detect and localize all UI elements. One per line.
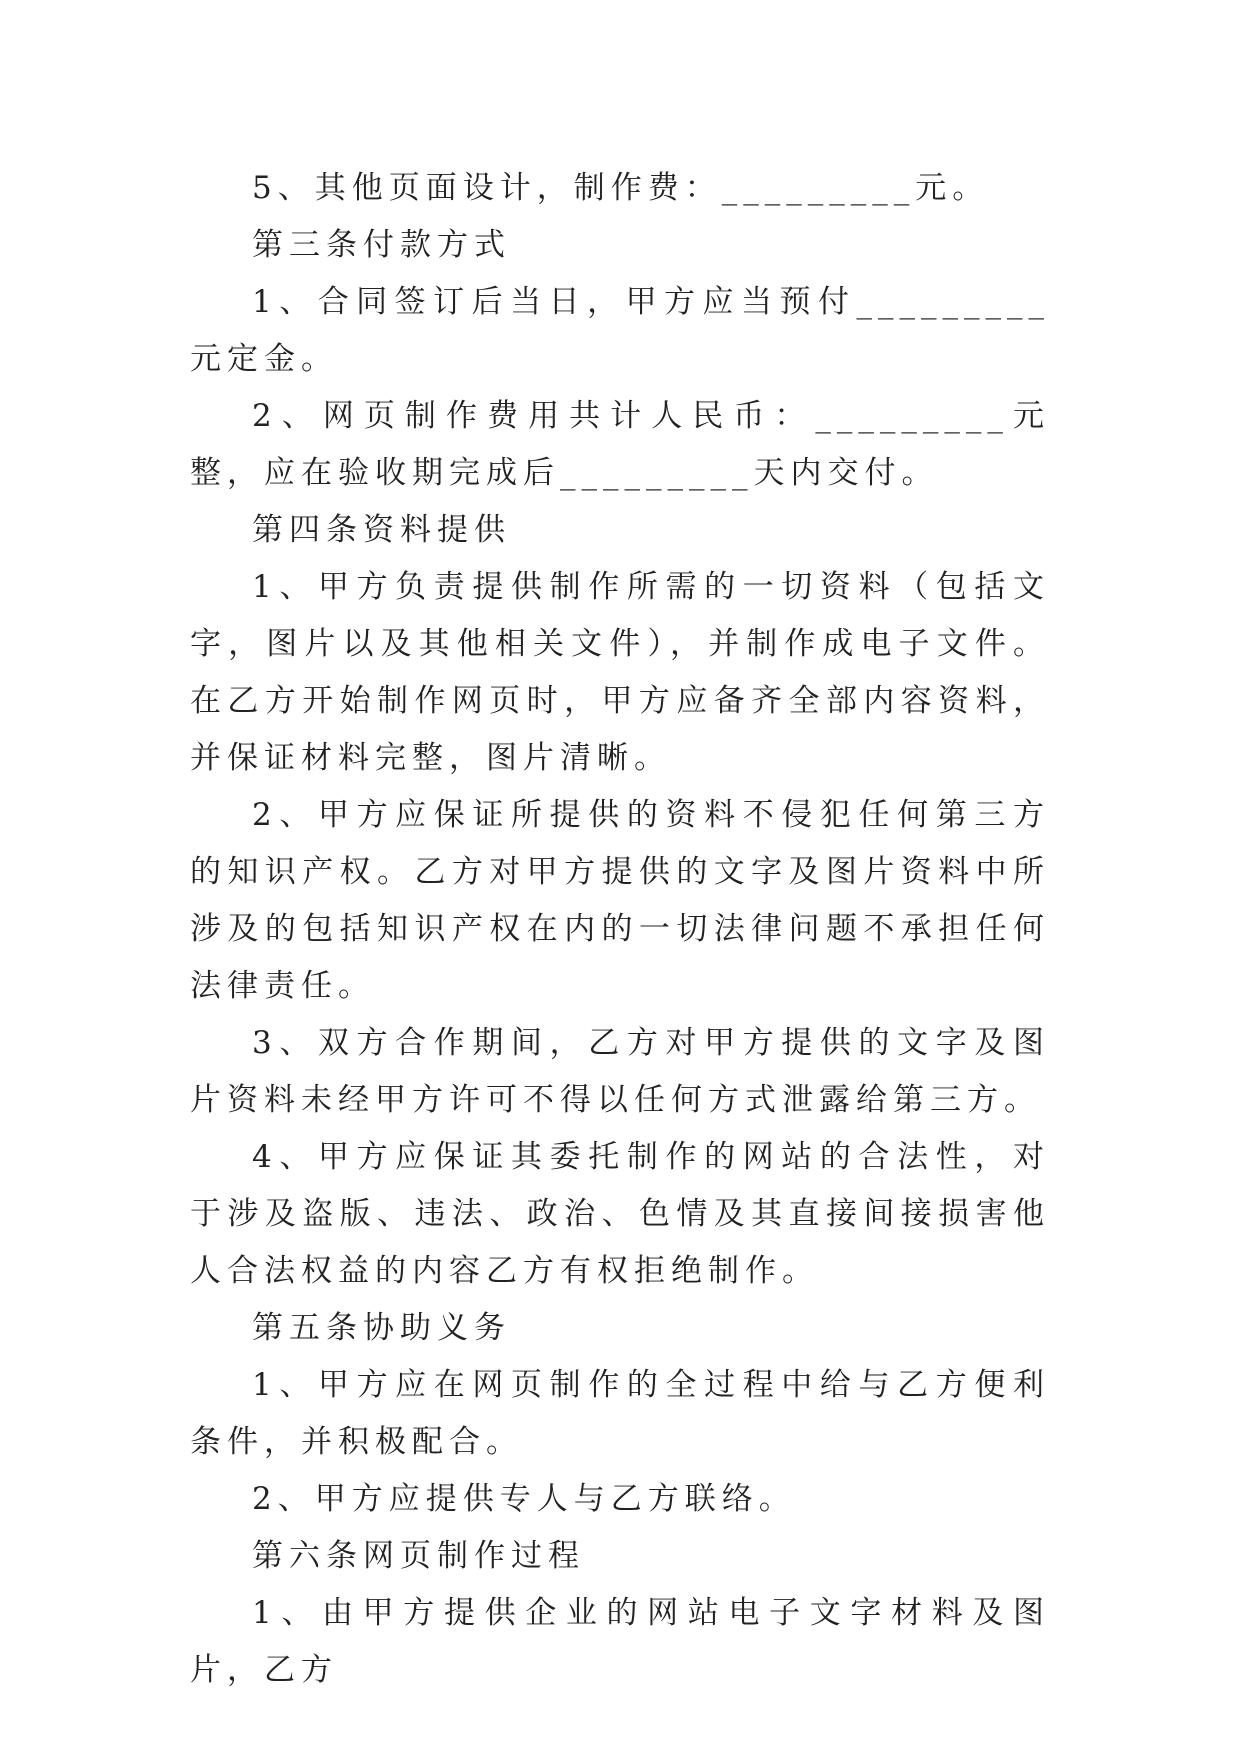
clause-item-total-fee: 2、网页制作费用共计人民币：_________元整，应在验收期完成后_________天内交付。 (190, 398, 1050, 491)
clause-item-materials-3: 3、双方合作期间，乙方对甲方提供的文字及图片资料未经甲方许可不得以任何方式泄露给第三方。 (190, 1025, 1050, 1118)
document-body (190, 160, 1050, 1699)
section-heading-assistance: 第五条协助义务 (252, 1310, 511, 1346)
section-heading-materials: 第四条资料提供 (252, 512, 511, 548)
section-heading-payment: 第三条付款方式 (252, 227, 511, 263)
clause-item-process-1: 1、由甲方提供企业的网站电子文字材料及图片，乙方 (190, 1595, 1050, 1688)
clause-item-materials-1: 1、甲方负责提供制作所需的一切资料（包括文字，图片以及其他相关文件），并制作成电子文件。在乙方开始制作网页时，甲方应备齐全部内容资料，并保证材料完整，图片清晰。 (190, 569, 1050, 776)
clause-item-assistance-2: 2、甲方应提供专人与乙方联络。 (252, 1481, 796, 1517)
section-heading-process: 第六条网页制作过程 (252, 1538, 585, 1574)
clause-item-assistance-1: 1、甲方应在网页制作的全过程中给与乙方便利条件，并积极配合。 (190, 1367, 1050, 1460)
clause-item-materials-4: 4、甲方应保证其委托制作的网站的合法性，对于涉及盗版、违法、政治、色情及其直接间接损害他人合法权益的内容乙方有权拒绝制作。 (190, 1139, 1050, 1289)
clause-item-other-pages-fee: 5、其他页面设计，制作费：_________元。 (252, 170, 990, 206)
clause-item-materials-2: 2、甲方应保证所提供的资料不侵犯任何第三方的知识产权。乙方对甲方提供的文字及图片资料中所涉及的包括知识产权在内的一切法律问题不承担任何法律责任。 (190, 797, 1050, 1004)
clause-item-deposit: 1、合同签订后当日，甲方应当预付_________元定金。 (190, 284, 1050, 377)
